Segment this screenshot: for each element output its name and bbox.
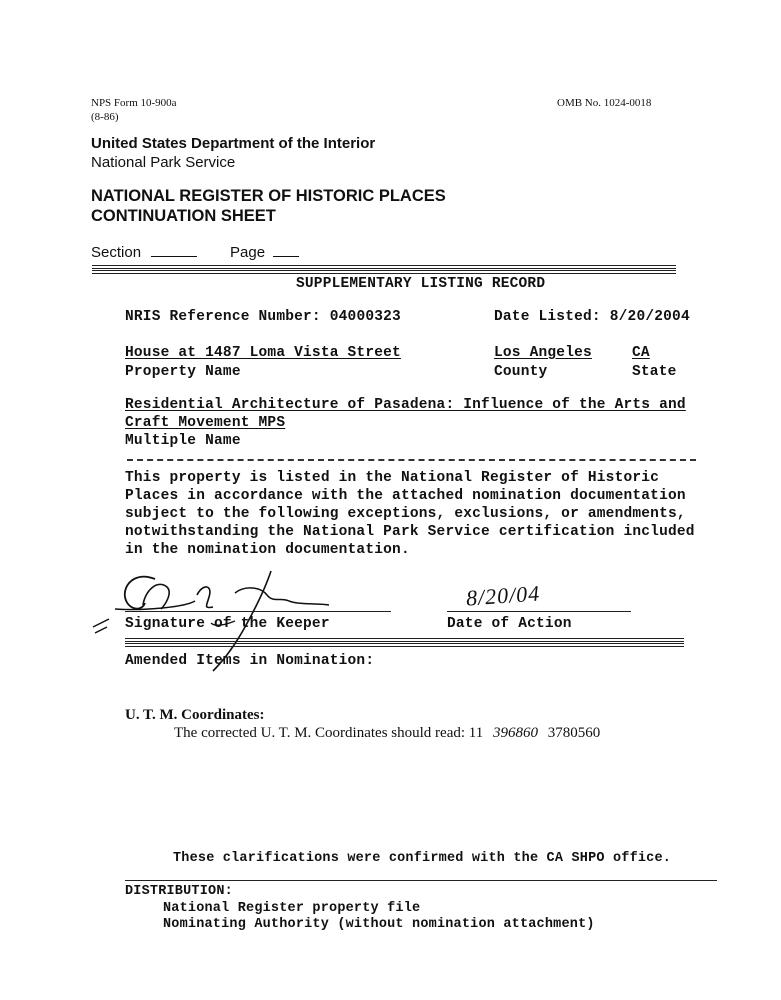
date-line [447, 611, 631, 612]
page-label: Page [230, 244, 266, 261]
state-label: State [632, 364, 677, 380]
utm-easting: 396860 [492, 725, 538, 741]
utm-text: The corrected U. T. M. Coordinates should read: 11 [174, 725, 484, 741]
date-listed-label: Date Listed: [494, 309, 601, 325]
date-of-action-label: Date of Action [447, 616, 572, 632]
statement-line-3: subject to the following exceptions, exclusions, or amendments, [125, 506, 686, 522]
date-listed [494, 309, 690, 325]
county-label: County [494, 364, 548, 380]
nris-value: 04000323 [329, 309, 401, 325]
section-label: Section [91, 244, 142, 261]
statement-line-4: notwithstanding the National Park Service certification included [125, 524, 695, 540]
signature-line [125, 611, 391, 612]
utm-heading: U. T. M. Coordinates: [125, 707, 265, 723]
page-field [230, 242, 299, 261]
nris-label: NRIS Reference Number: [125, 309, 321, 325]
form-number: NPS Form 10-900a [91, 97, 177, 109]
utm-statement [174, 725, 600, 742]
page-title: NATIONAL REGISTER OF HISTORIC PLACES [91, 187, 446, 205]
county-value: Los Angeles [494, 345, 592, 361]
department-name: United States Department of the Interior [91, 135, 376, 152]
property-name-label: Property Name [125, 364, 241, 380]
page-subtitle: CONTINUATION SHEET [91, 207, 276, 225]
signature-label: Signature of the Keeper [125, 616, 330, 632]
statement-line-5: in the nomination documentation. [125, 542, 410, 558]
amended-heading: Amended Items in Nomination: [125, 653, 375, 669]
multiple-name-line2: Craft Movement MPS [125, 415, 286, 431]
multiple-name-line1: Residential Architecture of Pasadena: Influence of the Arts and [125, 397, 686, 413]
distribution-label: DISTRIBUTION: [125, 884, 233, 899]
section-field [91, 242, 197, 261]
form-revision: (8-86) [91, 111, 119, 123]
date-listed-value: 8/20/2004 [609, 309, 690, 325]
state-value: CA [632, 345, 650, 361]
nris-reference [125, 309, 401, 325]
handwritten-date: 8/20/04 [465, 580, 541, 611]
property-name-value: House at 1487 Loma Vista Street [125, 345, 401, 361]
multiple-name-label: Multiple Name [125, 433, 241, 449]
service-name: National Park Service [91, 154, 236, 171]
record-heading: SUPPLEMENTARY LISTING RECORD [296, 276, 546, 292]
statement-line-2: Places in accordance with the attached nomination documentation [125, 488, 686, 504]
dashed-divider [127, 459, 696, 461]
clarification-note: These clarifications were confirmed with the CA SHPO office. [173, 851, 672, 866]
statement-line-1: This property is listed in the National Register of Historic [125, 470, 660, 486]
section-blank [151, 242, 197, 257]
header-divider-2 [92, 270, 676, 274]
distribution-item: National Register property file [163, 901, 421, 916]
signature-divider-2 [125, 643, 684, 647]
page-blank [273, 242, 299, 257]
header-divider [92, 265, 676, 269]
signature-divider [125, 638, 684, 642]
utm-northing: 3780560 [547, 725, 601, 741]
distribution-item: Nominating Authority (without nomination attachment) [163, 917, 595, 932]
distribution-divider [125, 880, 717, 881]
omb-number: OMB No. 1024-0018 [557, 97, 652, 109]
